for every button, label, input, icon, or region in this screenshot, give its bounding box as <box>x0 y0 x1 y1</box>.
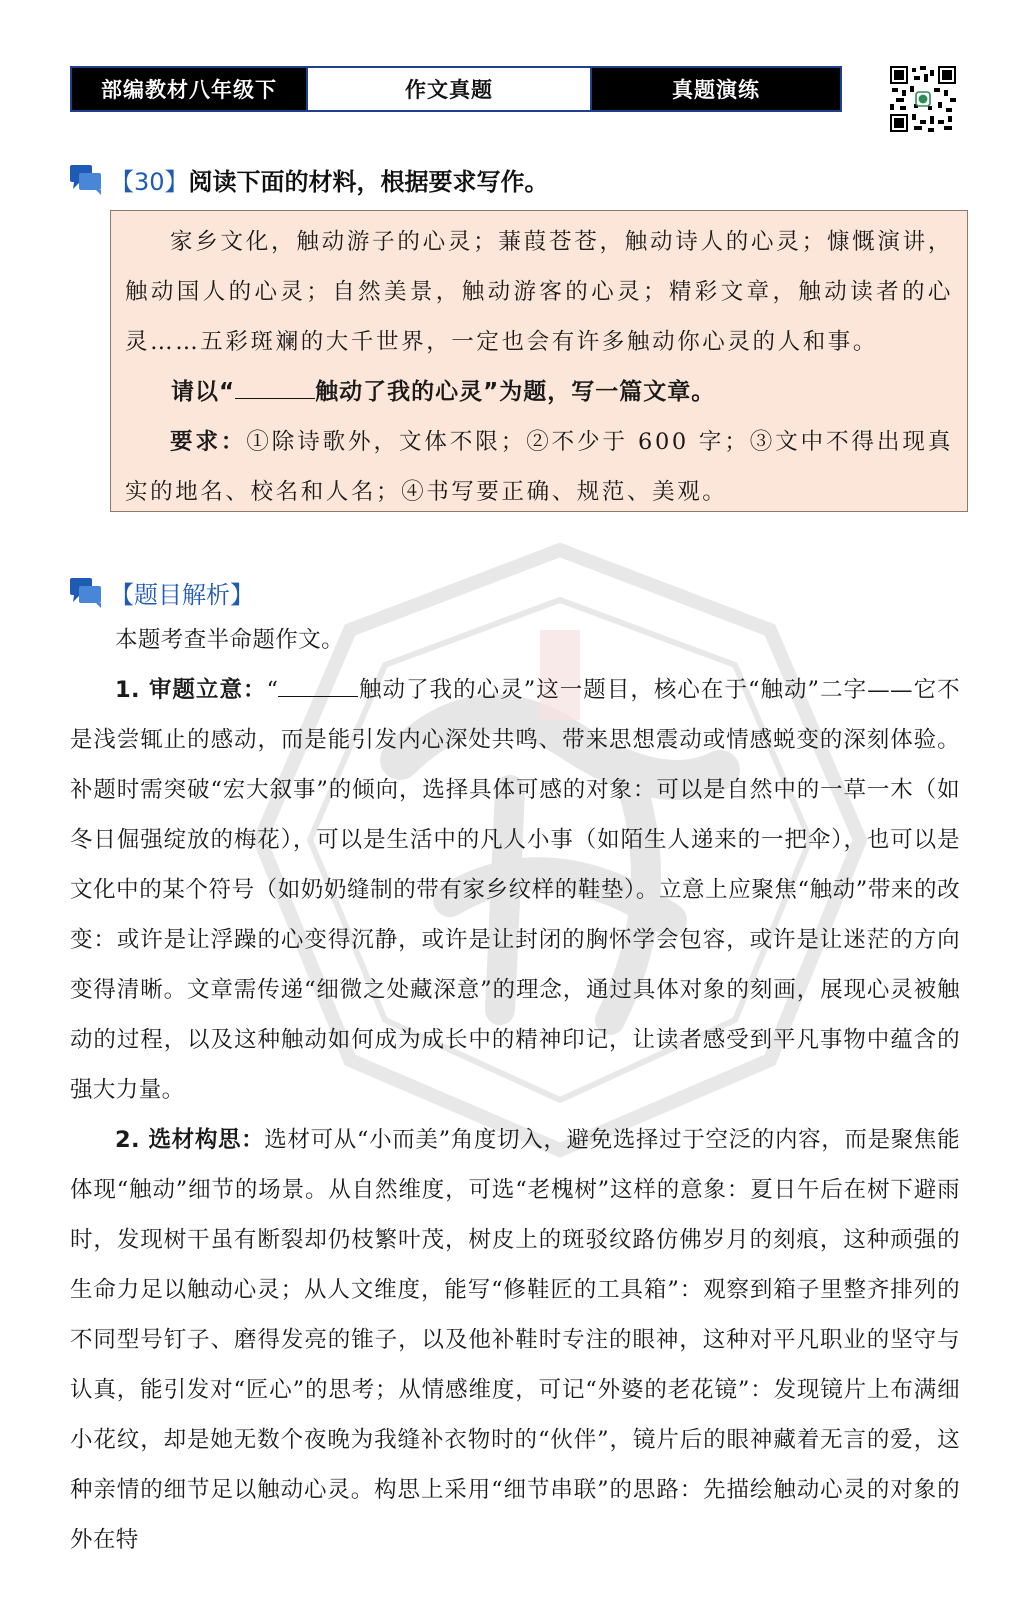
title-blank <box>278 670 358 697</box>
point-2-label: 2. 选材构思： <box>115 1127 265 1153</box>
question-instruction: 阅读下面的材料，根据要求写作。 <box>188 168 549 196</box>
question-material-box <box>110 210 968 512</box>
header-section: 真题演练 <box>592 68 840 110</box>
requirements-label: 要求： <box>170 429 247 455</box>
header-bar <box>70 66 842 112</box>
analysis-heading <box>70 575 254 610</box>
header-grade: 部编教材八年级下 <box>72 68 306 110</box>
point-2-text: 选材可从“小而美”角度切入，避免选择过于空泛的内容，而是聚焦能体现“触动”细节的场景。从自然维度，可选“老槐树”这样的意象：夏日午后在树下避雨时，发现树干虽有断裂却仍枝繁叶茂，树皮上的斑驳纹路仿佛岁月的刻痕，这种顽强的生命力足以触动心灵；从人文维度，能写“修鞋匠的工具箱”：观察到箱子里整齐排列的不同型号钉子、磨得发亮的锥子，以及他补鞋时专注的眼神，这种对平凡职业的坚守与认真，能引发对“匠心”的思考；从情感维度，可记“外婆的老花镜”：发现镜片上布满细小花纹，却是她无数个夜晚为我缝补衣物时的“伙伴”，镜片后的眼神藏着无言的爱，这种亲情的细节足以触动心灵。构思上采用“细节串联”的思路：先描绘触动心灵的对象的外在特 <box>70 1127 960 1553</box>
title-blank <box>235 372 315 399</box>
question-heading <box>70 162 549 197</box>
point-1-label: 1. 审题立意： <box>115 677 267 703</box>
analysis-point-2 <box>70 1115 960 1565</box>
point-1-text: 触动了我的心灵”这一题目，核心在于“触动”二字——它不是浅尝辄止的感动，而是能引发内心深处共鸣、带来思想震动或情感蜕变的深刻体验。补题时需突破“宏大叙事”的倾向，选择具体可感的对象：可以是自然中的一草一木（如冬日倔强绽放的梅花），可以是生活中的凡人小事（如陌生人递来的一把伞），也可以是文化中的某个符号（如奶奶缝制的带有家乡纹样的鞋垫）。立意上应聚焦“触动”带来的改变：或许是让浮躁的心变得沉静，或许是让封闭的胸怀学会包容，或许是让迷茫的方向变得清晰。文章需传递“细微之处藏深意”的理念，通过具体对象的刻画，展现心灵被触动的过程，以及这种触动如何成为成长中的精神印记，让读者感受到平凡事物中蕴含的强大力量。 <box>70 677 960 1103</box>
requirements-text: ①除诗歌外，文体不限；②不少于 600 字；③文中不得出现真实的地名、校名和人名；④书写要正确、规范、美观。 <box>125 429 953 505</box>
requirements <box>125 417 953 517</box>
material-text: 家乡文化，触动游子的心灵；蒹葭苍苍，触动诗人的心灵；慷慨演讲，触动国人的心灵；自然美景，触动游客的心灵；精彩文章，触动读者的心灵……五彩斑斓的大千世界，一定也会有许多触动你心灵的人和事。 <box>125 229 953 355</box>
header-category: 作文真题 <box>306 68 592 110</box>
analysis-title: 【题目解析】 <box>110 581 254 609</box>
chat-bubble-icon <box>70 165 104 195</box>
question-number: 【30】 <box>110 168 189 196</box>
analysis-point-1: 1. 审题立意：“ 触动了我的心灵”这一题目，核心在于“触动”二字——它不是浅尝辄止的感动，而是能引发内心深处共鸣、带来思想震动或情感蜕变的深刻体验。补题时需突破“宏大叙事”的倾向，选择具体可感的对象：可以是自然中的一草一木（如冬日倔强绽放的梅花），可以是生活中的凡人小事（如陌生人递来的一把伞），也可以是文化中的某个符号（如奶奶缝制的带有家乡纹样的鞋垫）。立意上应聚焦“触动”带来的改变：或许是让浮躁的心变得沉静，或许是让封闭的胸怀学会包容，或许是让迷茫的方向变得清晰。文章需传递“细微之处藏深意”的理念，通过具体对象的刻画，展现心灵被触动的过程，以及这种触动如何成为成长中的精神印记，让读者感受到平凡事物中蕴含的强大力量。 <box>70 665 960 1115</box>
analysis-intro: 本题考查半命题作文。 <box>115 627 345 653</box>
analysis-body <box>70 615 960 1565</box>
writing-prompt: 请以“ 触动了我的心灵”为题，写一篇文章。 <box>125 367 953 417</box>
chat-bubble-icon <box>70 578 104 608</box>
qr-code-icon[interactable] <box>890 66 956 132</box>
